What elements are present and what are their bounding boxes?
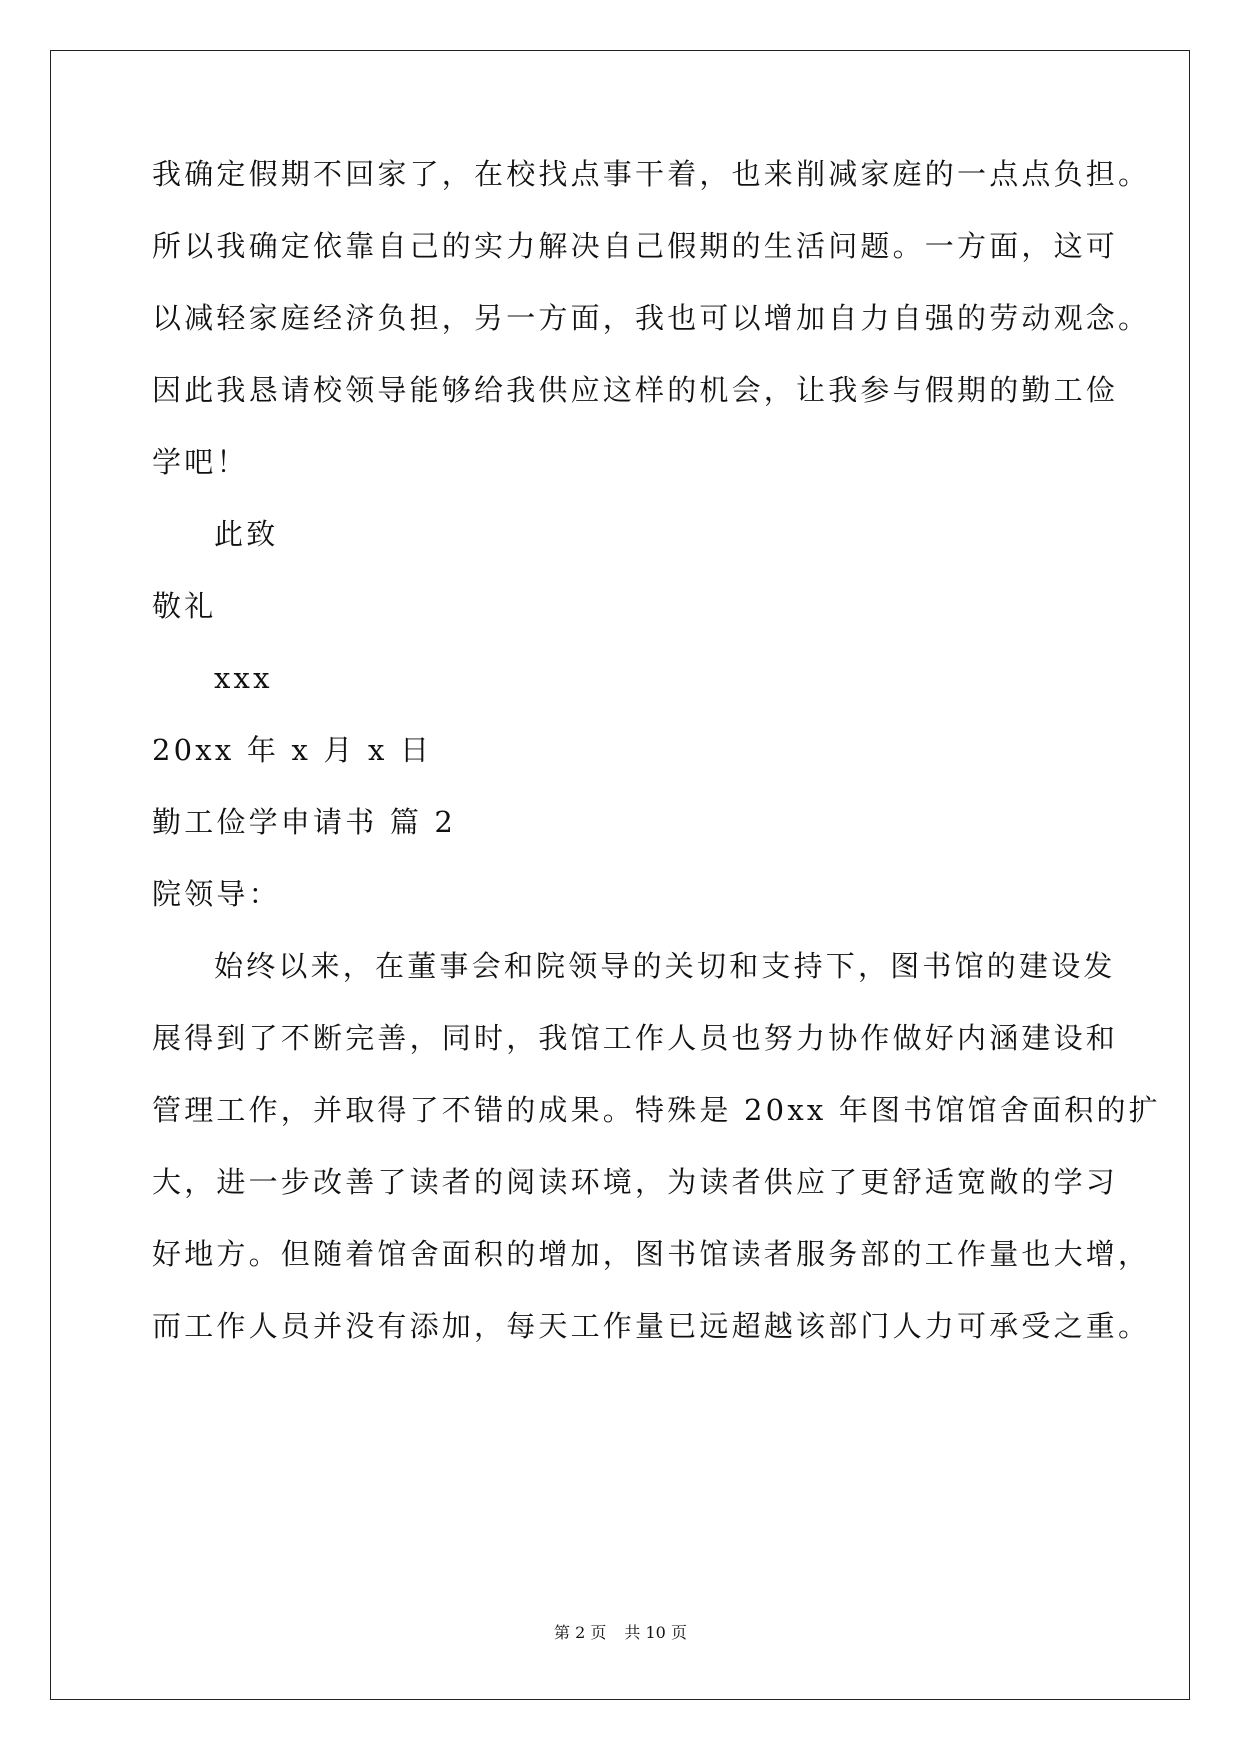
body-line: 我确定假期不回家了，在校找点事干着，也来削减家庭的一点点负担。 [152, 157, 1151, 191]
closing-salutation: 此致 [214, 517, 279, 551]
page-border [50, 50, 1190, 1700]
body-line: 展得到了不断完善，同时，我馆工作人员也努力协作做好内涵建设和 [152, 1021, 1119, 1055]
page-total: 共 10 页 [624, 1623, 687, 1642]
page-footer [0, 1623, 1241, 1643]
page-number: 第 2 页 [554, 1623, 607, 1642]
letter-addressee: 院领导： [152, 877, 281, 911]
body-line: 所以我确定依靠自己的实力解决自己假期的生活问题。一方面，这可 [152, 229, 1119, 263]
signature-name: xxx [214, 661, 273, 695]
body-line: 因此我恳请校领导能够给我供应这样的机会，让我参与假期的勤工俭 [152, 373, 1119, 407]
body-line: 管理工作，并取得了不错的成果。特殊是 20xx 年图书馆馆舍面积的扩 [152, 1093, 1161, 1127]
body-line: 好地方。但随着馆舍面积的增加，图书馆读者服务部的工作量也大增， [152, 1237, 1151, 1271]
body-line: 学吧！ [152, 445, 249, 479]
section-title: 勤工俭学申请书 篇 2 [152, 805, 457, 839]
body-line: 始终以来，在董事会和院领导的关切和支持下，图书馆的建设发 [214, 949, 1116, 983]
body-line: 而工作人员并没有添加，每天工作量已远超越该部门人力可承受之重。 [152, 1309, 1151, 1343]
signature-date: 20xx 年 x 月 x 日 [152, 733, 433, 767]
body-line: 大，进一步改善了读者的阅读环境，为读者供应了更舒适宽敞的学习 [152, 1165, 1119, 1199]
body-line: 以减轻家庭经济负担，另一方面，我也可以增加自力自强的劳动观念。 [152, 301, 1151, 335]
closing-regards: 敬礼 [152, 589, 217, 623]
